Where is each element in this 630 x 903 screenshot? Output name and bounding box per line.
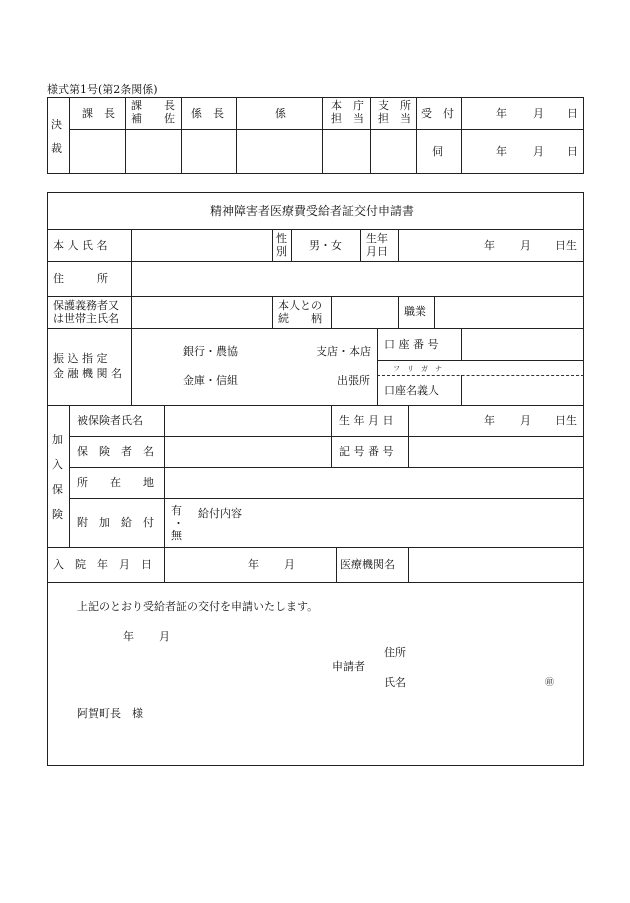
guardian-label-2: は世帯主氏名 [53,312,119,325]
sex-value: 男・女 [309,239,342,252]
branch-type-2: 出張所 [337,374,370,387]
yes-no-dot: ・ [173,517,184,530]
insurer-label: 保 険 者 名 [77,445,154,458]
approval-kacho-hosa-2: 補 佐 [131,112,175,125]
account-holder-label: 口座名義人 [384,384,439,397]
yes-label: 有 [171,504,182,517]
relation-label-2: 続 柄 [278,312,322,325]
approval-ukagai: 伺 [432,145,443,158]
benefit-content-label: 給付内容 [198,507,242,520]
request-text: 上記のとおり受給者証の交付を申請いたします。 [77,600,319,613]
bank-label-2: 金 融 機 関 名 [53,367,122,380]
approval-side-label-2: 裁 [51,142,62,155]
applicant-label: 申請者 [332,660,365,673]
request-year: 年 [123,630,134,643]
applicant-name-label: 氏名 [384,676,406,689]
furigana-label: フ リ ガ ナ [393,365,442,373]
birth-day: 日生 [555,239,577,252]
insurance-side-3: 保 [52,483,63,496]
seal-mark: ㊞ [545,678,555,688]
approval-kakaricho: 係 長 [191,107,224,120]
birth-label-1: 生年 [366,232,388,245]
relation-label-1: 本人との [278,299,322,312]
approval-kacho-hosa-1: 課 長 [131,99,175,112]
extra-benefit-label: 附 加 給 付 [77,516,154,529]
request-month: 月 [159,630,170,643]
symbol-number-label: 記 号 番 号 [339,445,394,458]
approval-honcho-1: 本 庁 [331,99,364,112]
approval-year-1: 年 [496,107,507,120]
approval-kacho: 課 長 [82,107,115,120]
insured-birth-day: 日生 [555,414,577,427]
birth-year: 年 [484,239,495,252]
approval-month-2: 月 [533,145,544,158]
insurance-side-4: 険 [52,508,63,521]
admission-month: 月 [284,558,295,571]
insured-birth-month: 月 [520,414,531,427]
location-label: 所 在 地 [77,476,154,489]
birth-month: 月 [520,239,531,252]
bank-type-1: 銀行・農協 [183,345,238,358]
form-number: 様式第1号(第2条関係) [47,83,158,96]
approval-uketsuke: 受 付 [421,107,454,120]
addressee: 阿賀町長 様 [77,707,143,720]
approval-honcho-2: 担 当 [331,112,364,125]
insurance-side-1: 加 [52,433,63,446]
branch-type-1: 支店・本店 [316,345,371,358]
job-label: 職業 [404,305,426,318]
applicant-address-label: 住所 [384,646,406,659]
approval-year-2: 年 [496,145,507,158]
hospital-label: 医療機関名 [340,558,395,571]
admission-label: 入 院 年 月 日 [53,558,152,571]
insured-birth-year: 年 [484,414,495,427]
approval-day-1: 日 [567,107,578,120]
insured-name-label: 被保険者氏名 [77,414,143,427]
approval-side-label-1: 決 [51,118,62,131]
guardian-label-1: 保護義務者又 [53,299,119,312]
form-title: 精神障害者医療費受給者証交付申請書 [210,204,415,218]
insured-birth-label: 生 年 月 日 [339,414,394,427]
approval-shisho-1: 支 所 [378,99,411,112]
address-label: 住 所 [53,272,108,285]
bank-type-2: 金庫・信組 [183,374,238,387]
bank-label-1: 振 込 指 定 [53,352,108,365]
account-number-label: 口 座 番 号 [384,338,439,351]
insurance-side-2: 入 [52,458,63,471]
name-label: 本 人 氏 名 [53,239,108,252]
no-label: 無 [171,529,182,542]
approval-kakari: 係 [275,107,286,120]
approval-day-2: 日 [567,145,578,158]
approval-shisho-2: 担 当 [378,112,411,125]
sex-label-2: 別 [276,245,287,258]
approval-month-1: 月 [533,107,544,120]
birth-label-2: 月日 [366,245,388,258]
sex-label-1: 性 [276,232,287,245]
admission-year: 年 [248,558,259,571]
